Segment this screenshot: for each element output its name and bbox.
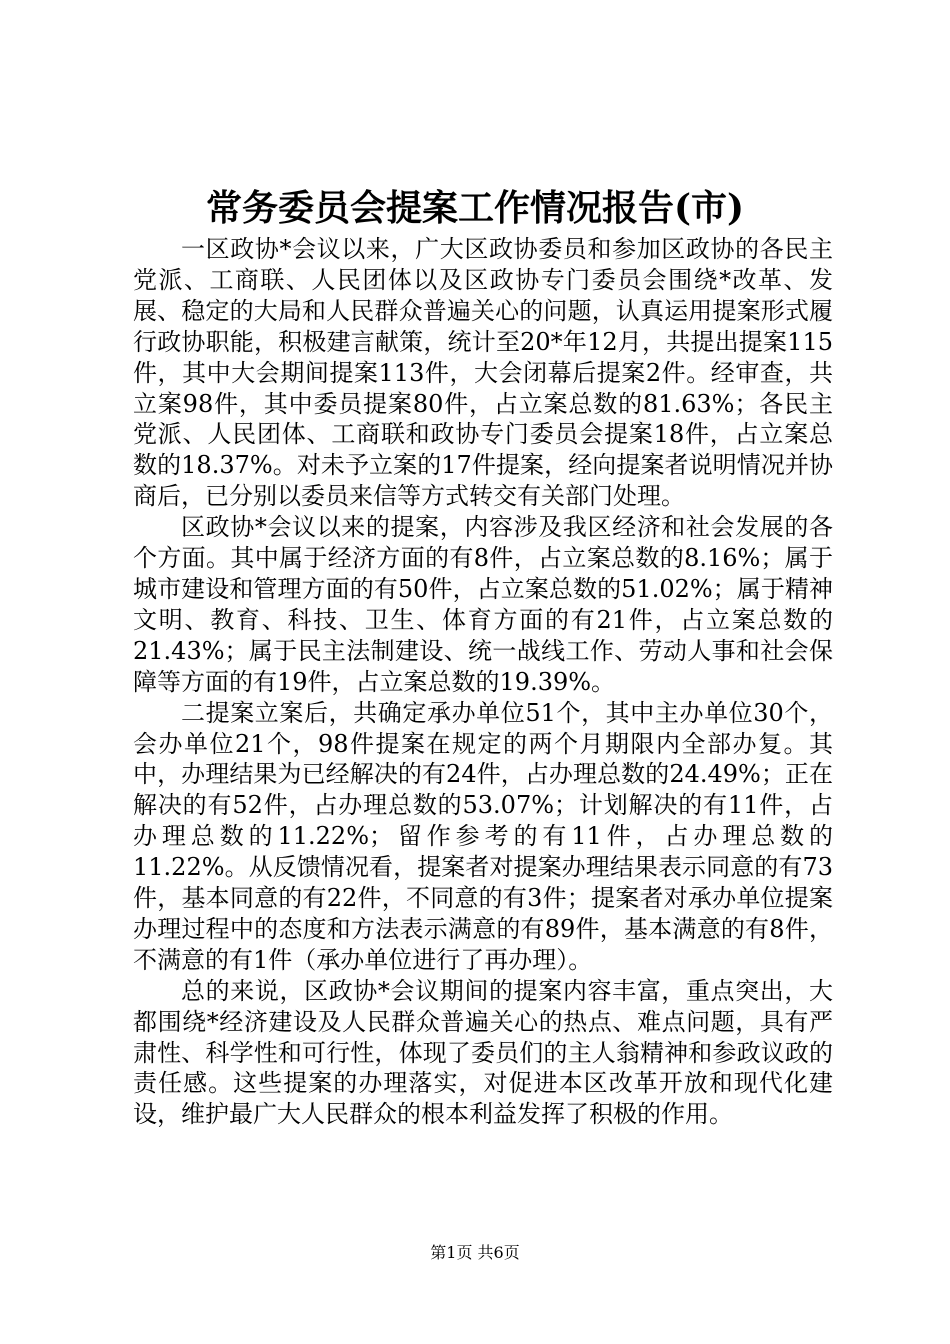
paragraph-1: 一区政协*会议以来，广大区政协委员和参加区政协的各民主党派、工商联、人民团体以及区政协专门委员会围绕*改革、发展、稳定的大局和人民群众普遍关心的问题，认真运用提案形式履行政协职能，积极建言献策，统计至20*年12月，共提出提案115件，其中大会期间提案113件，大会闭幕后提案2件。经审查，共立案98件，其中委员提案80件，占立案总数的81.63%；各民主党派、人民团体、工商联和政协专门委员会提案18件，占立案总数的18.37%。对未予立案的17件提案，经向提案者说明情况并协商后，已分别以委员来信等方式转交有关部门处理。 [133, 235, 833, 511]
page-footer: 第1页 共6页 [430, 1243, 520, 1262]
document-title: 常务委员会提案工作情况报告(市) [205, 187, 745, 229]
document-body [133, 234, 833, 1130]
paragraph-4: 总的来说，区政协*会议期间的提案内容丰富，重点突出，大都围绕*经济建设及人民群众普遍关心的热点、难点问题，具有严肃性、科学性和可行性，体现了委员们的主人翁精神和参政议政的责任感。这些提案的办理落实，对促进本区改革开放和现代化建设，维护最广大人民群众的根本利益发挥了积极的作用。 [133, 976, 833, 1129]
paragraph-3: 二提案立案后，共确定承办单位51个，其中主办单位30个，会办单位21个，98件提案在规定的两个月期限内全部办复。其中，办理结果为已经解决的有24件，占办理总数的24.49%；正在解决的有52件，占办理总数的53.07%；计划解决的有11件，占办理总数的11.22%；留作参考的有11件，占办理总数的11.22%。从反馈情况看，提案者对提案办理结果表示同意的有73件，基本同意的有22件，不同意的有3件；提案者对承办单位提案办理过程中的态度和方法表示满意的有89件，基本满意的有8件，不满意的有1件（承办单位进行了再办理）。 [133, 698, 833, 974]
paragraph-2: 区政协*会议以来的提案，内容涉及我区经济和社会发展的各个方面。其中属于经济方面的有8件，占立案总数的8.16%；属于城市建设和管理方面的有50件，占立案总数的51.02%；属于精神文明、教育、科技、卫生、体育方面的有21件，占立案总数的21.43%；属于民主法制建设、统一战线工作、劳动人事和社会保障等方面的有19件，占立案总数的19.39%。 [133, 513, 833, 696]
